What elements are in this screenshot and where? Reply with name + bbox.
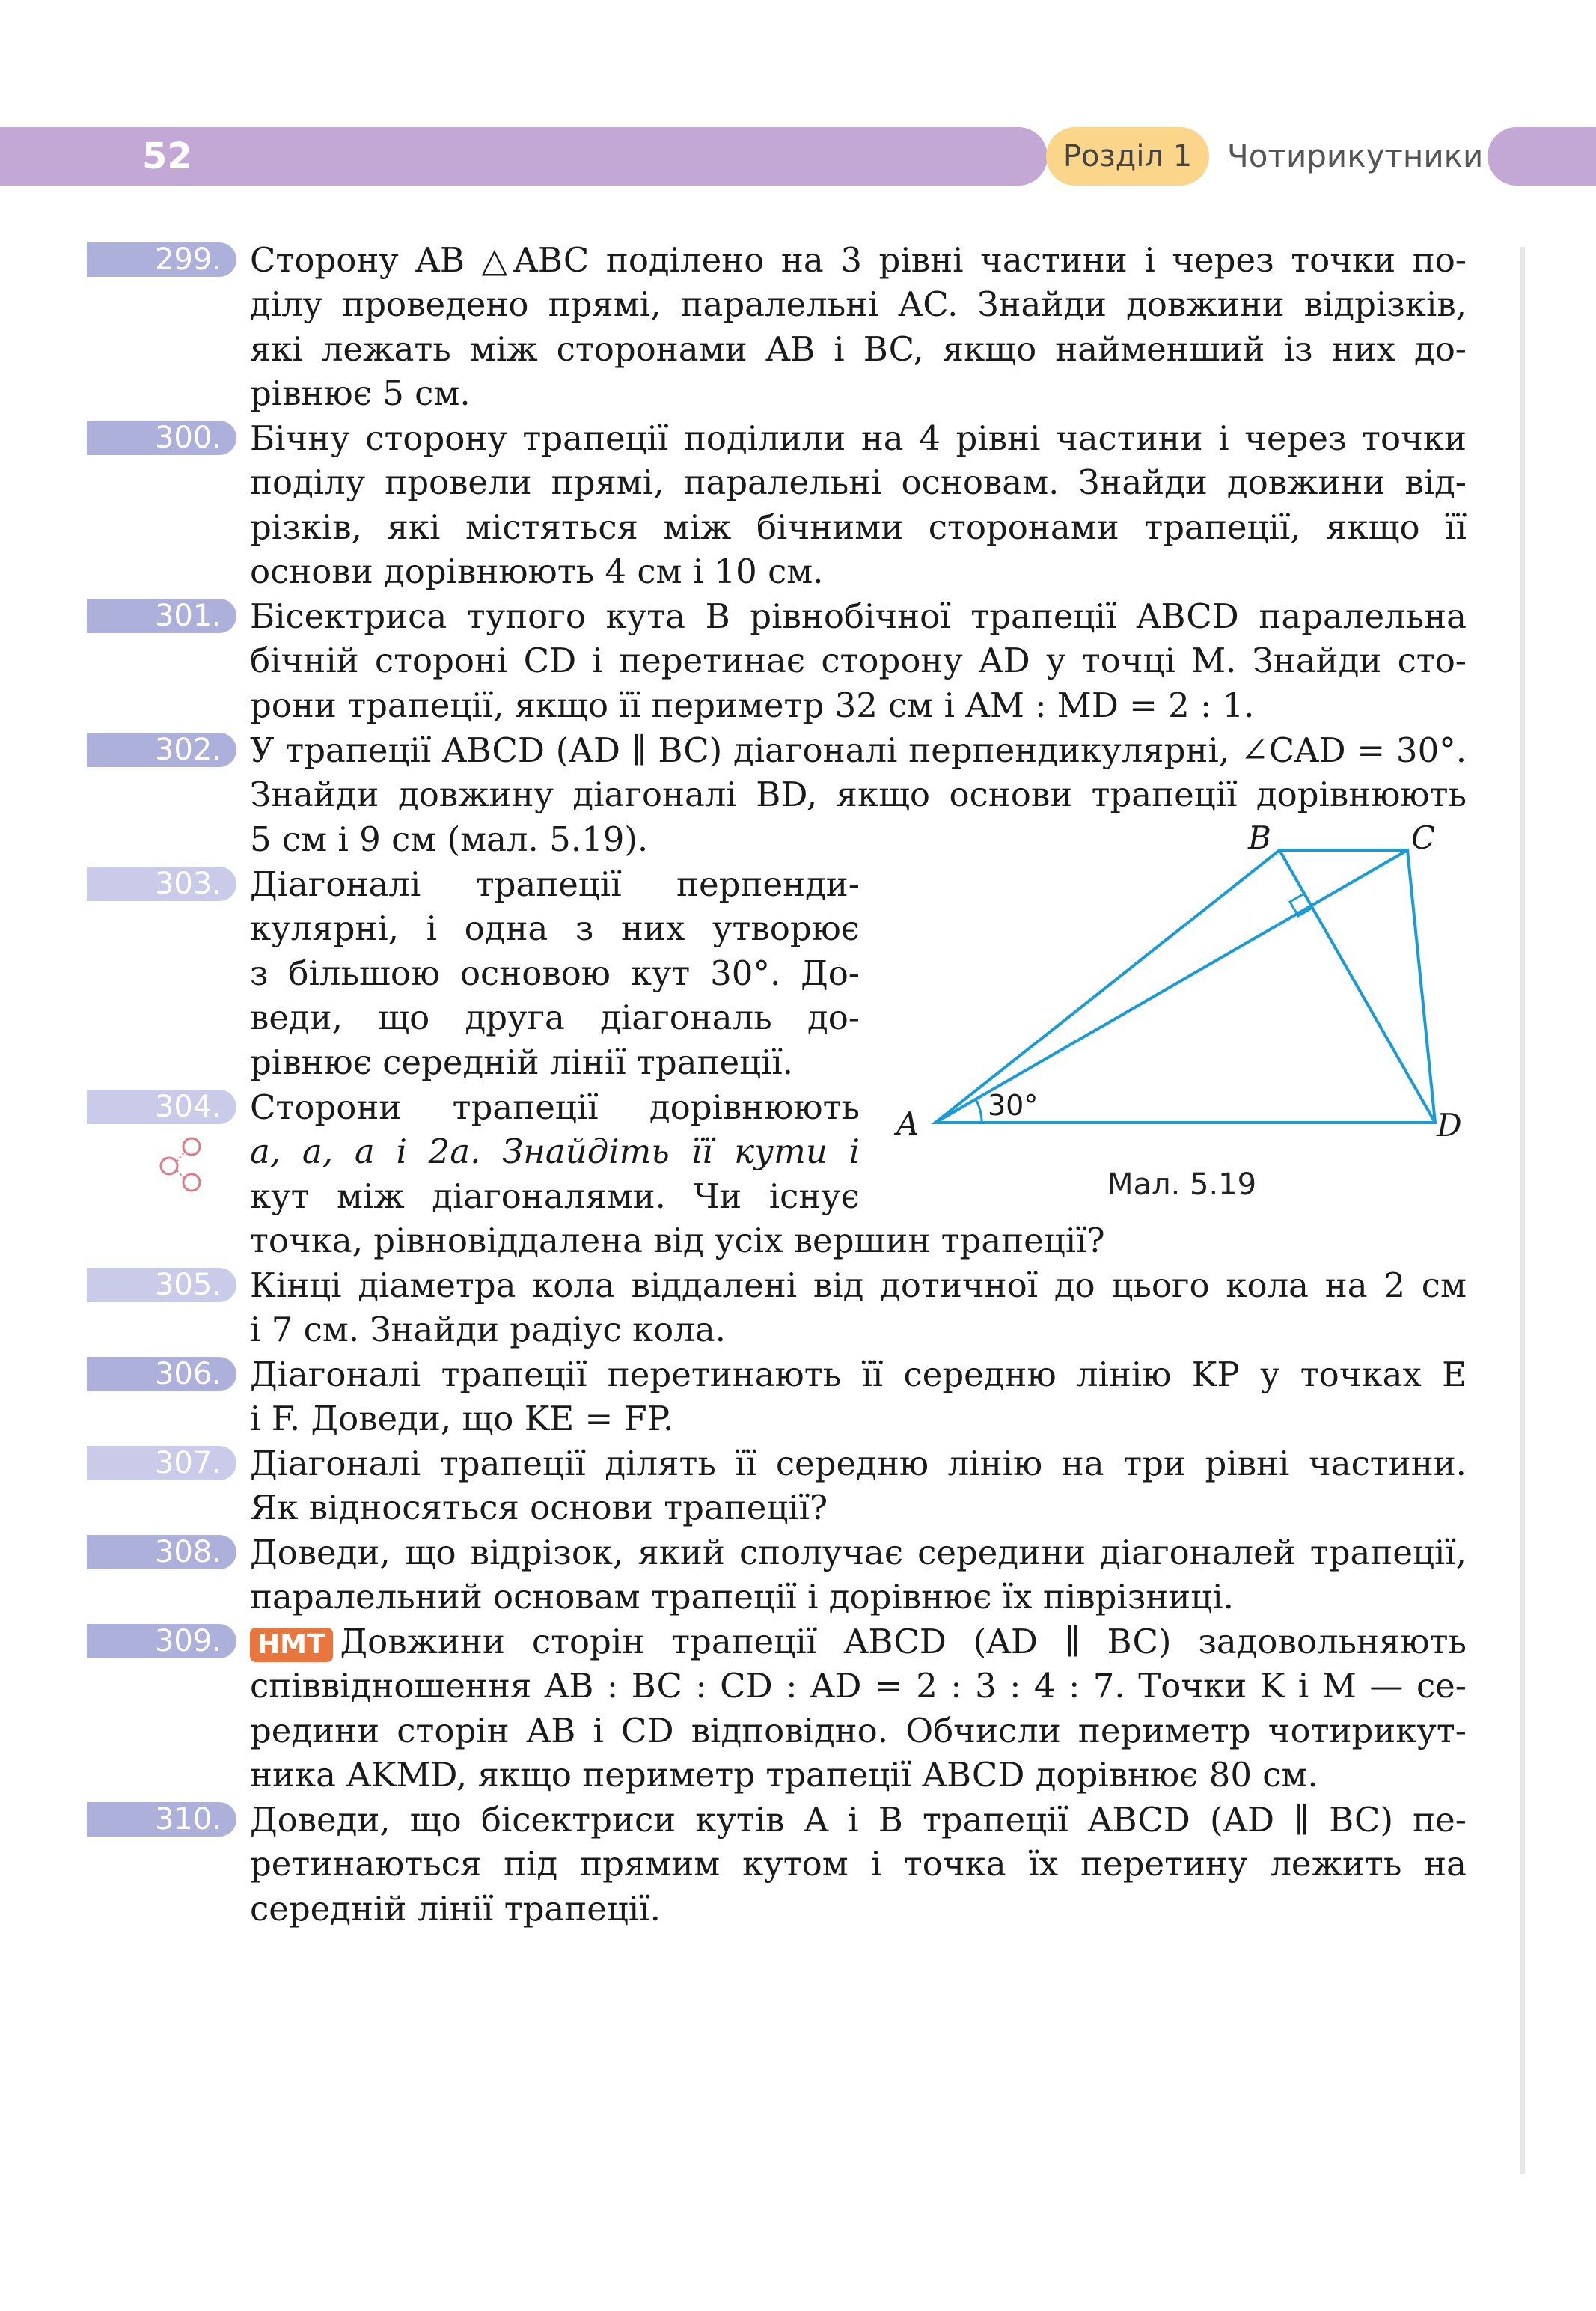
chapter-title: Чотирикутники xyxy=(1227,138,1484,174)
angle-arc xyxy=(976,1099,982,1123)
problem-text: точка, рівновіддалена від усіх вершин трапеції? xyxy=(250,1221,1105,1260)
problem-text: і F. Доведи, що KE = FP. xyxy=(250,1399,674,1438)
problem-text xyxy=(250,1619,1467,1664)
problem-text-first-line: Довжини сторін трапеції ABCD (AD ∥ BC) задовольняють xyxy=(340,1622,1467,1661)
page-number: 52 xyxy=(142,135,192,177)
angle-label: 30° xyxy=(988,1089,1039,1122)
problem-number: 307. xyxy=(87,1446,236,1480)
problem-text: поділу провели прямі, паралельні основам. Знайди довжини від- xyxy=(250,462,1467,502)
problem-text: і 7 см. Знайди радіус кола. xyxy=(250,1310,726,1349)
nmt-badge: НМТ xyxy=(250,1628,333,1662)
chapter-label: Розділ 1 xyxy=(1046,127,1209,186)
diagonal-ac xyxy=(935,850,1407,1123)
problem-number: 308. xyxy=(87,1535,236,1569)
problem-number: 310. xyxy=(87,1802,236,1837)
label-b: B xyxy=(1248,822,1271,856)
problem-text: середній лінії трапеції. xyxy=(250,1889,661,1929)
trapezoid-figure xyxy=(883,822,1496,1151)
problem-number: 306. xyxy=(87,1357,236,1391)
problem-text: бічній стороні CD і перетинає сторону AD у точці M. Знайди сто- xyxy=(250,641,1467,680)
problem-text: Доведи, що відрізок, який сполучає середини діагоналей трапеції, xyxy=(250,1533,1467,1572)
problem-text: Доведи, що бісектриси кутів A і B трапеції ABCD (AD ∥ BC) пе- xyxy=(250,1800,1467,1840)
margin-line xyxy=(1520,247,1525,2174)
problem-text: Діагоналі трапеції перетинають її середню лінію KP у точках E xyxy=(250,1355,1467,1394)
figure-caption: Мал. 5.19 xyxy=(1107,1167,1257,1202)
problem-text: рівнює середній лінії трапеції. xyxy=(250,1042,794,1082)
problem-text: ділу проведено прямі, паралельні AC. Знайди довжини відрізків, xyxy=(250,284,1467,324)
problem-text: Діагоналі трапеції перпенди- xyxy=(250,864,860,904)
circles-hint-icon xyxy=(157,1136,217,1196)
problem-number: 305. xyxy=(87,1268,236,1302)
problem-text: рони трапеції, якщо її периметр 32 см і AM : MD = 2 : 1. xyxy=(250,686,1255,725)
label-d: D xyxy=(1437,1107,1462,1144)
trapezoid-outline xyxy=(935,850,1435,1123)
problem-text: рівнює 5 см. xyxy=(250,373,471,413)
problem-number: 300. xyxy=(87,421,236,455)
problem-number: 303. xyxy=(87,867,236,901)
problem-text: 5 см і 9 см (мал. 5.19). xyxy=(250,819,649,859)
problem-text: редини сторін AB і CD відповідно. Обчисли периметр чотирикут- xyxy=(250,1711,1467,1750)
problem-number: 309. xyxy=(87,1624,236,1658)
problem-text: співвідношення AB : BC : CD : AD = 2 : 3 : 4 : 7. Точки K і M — се- xyxy=(250,1666,1467,1706)
problem-text: Сторони трапеції дорівнюють xyxy=(250,1087,860,1127)
problem-text: Знайди довжину діагоналі BD, якщо основи трапеції дорівнюють xyxy=(250,775,1467,814)
problem-text: різків, які містяться між бічними сторонами трапеції, якщо її xyxy=(250,507,1467,547)
problem-text: веди, що друга діагональ до- xyxy=(250,998,860,1037)
problem-text: ретинаються під прямим кутом і точка їх перетину лежить на xyxy=(250,1844,1467,1884)
problem-text: ника AKMD, якщо периметр трапеції ABCD дорівнює 80 см. xyxy=(250,1755,1318,1795)
problem-text: з більшою основою кут 30°. До- xyxy=(250,953,860,993)
problem-number: 302. xyxy=(87,733,236,767)
problem-number: 299. xyxy=(87,242,236,277)
problem-text: паралельний основам трапеції і дорівнює їх піврізниці. xyxy=(250,1577,1234,1617)
problem-text: кут між діагоналями. Чи існує xyxy=(250,1176,860,1216)
label-c: C xyxy=(1411,822,1436,856)
problem-text: Бісектриса тупого кута B рівнобічної трапеції ABCD паралельна xyxy=(250,596,1467,636)
problem-number: 304. xyxy=(87,1090,236,1124)
problem-text: Кінці діаметра кола віддалені від дотичної до цього кола на 2 см xyxy=(250,1266,1467,1305)
problem-text: Як відносяться основи трапеції? xyxy=(250,1488,828,1527)
problem-text: Діагоналі трапеції ділять її середню лінію на три рівні частини. xyxy=(250,1444,1467,1483)
problem-text: Сторону AB △ABC поділено на 3 рівні частини і через точки по- xyxy=(250,240,1467,280)
problem-text: основи дорівнюють 4 см і 10 см. xyxy=(250,552,824,591)
problem-text: У трапеції ABCD (AD ∥ BC) діагоналі перпендикулярні, ∠CAD = 30°. xyxy=(250,730,1467,770)
problem-text: Бічну сторону трапеції поділили на 4 рівні частини і через точки xyxy=(250,418,1467,458)
problem-text: a, a, a і 2a. Знайдіть її кути і xyxy=(250,1132,860,1171)
header-tail xyxy=(1488,127,1596,186)
problem-text: які лежать між сторонами AB і BC, якщо найменший із них до- xyxy=(250,329,1467,369)
problem-text: кулярні, і одна з них утворює xyxy=(250,909,860,948)
label-a: A xyxy=(896,1105,920,1142)
problem-number: 301. xyxy=(87,599,236,633)
